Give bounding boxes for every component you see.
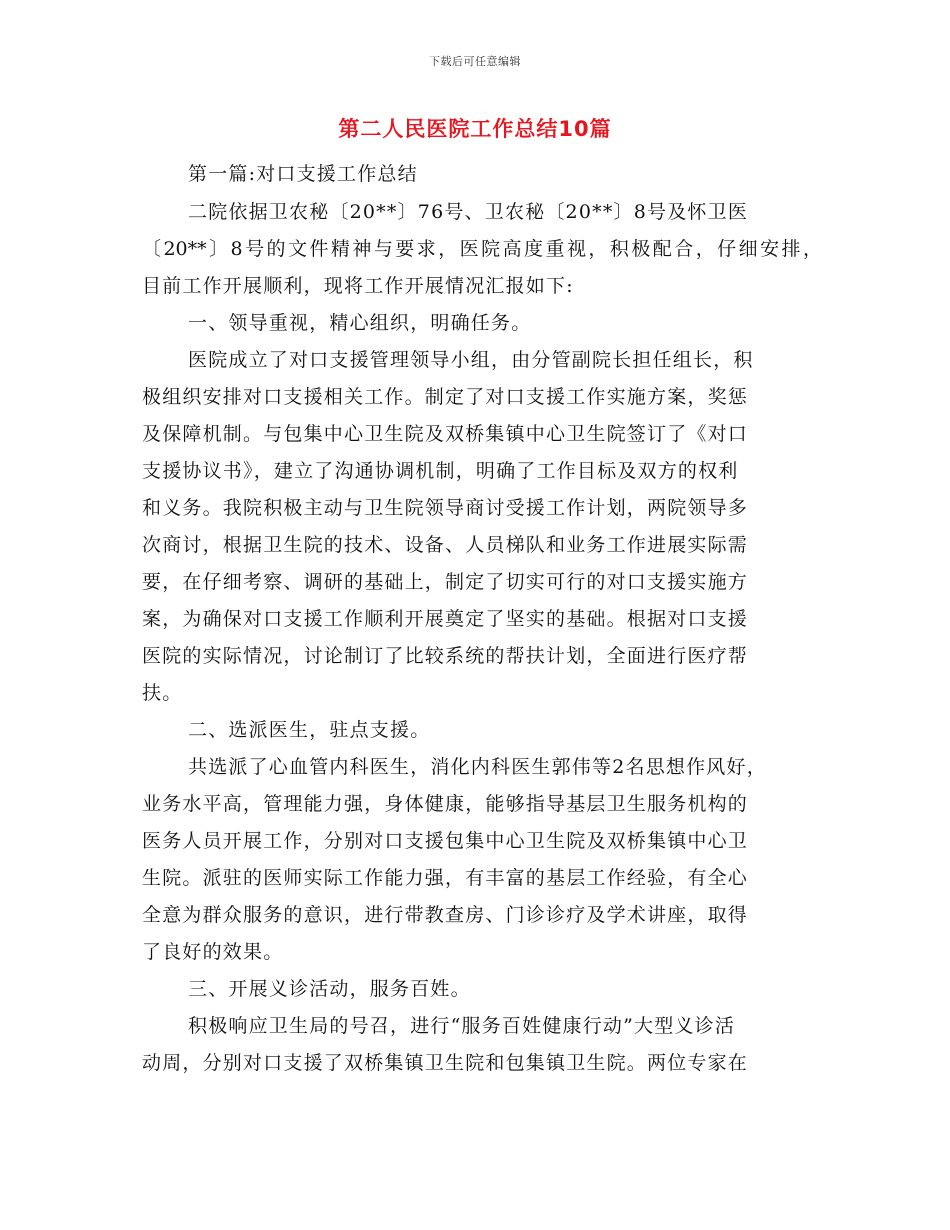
section-heading: 第一篇:对口支援工作总结	[188, 163, 418, 185]
section-heading: 三、开展义诊活动，服务百姓。	[188, 978, 471, 1000]
paragraph-line: 医务人员开展工作，分别对口支援包集中心卫生院及双桥集镇中心卫	[142, 830, 749, 852]
paragraph-line: 了良好的效果。	[142, 941, 284, 963]
paragraph-line: 医院的实际情况，讨论制订了比较系统的帮扶计划，全面进行医疗帮	[142, 645, 749, 667]
paragraph-line: 支援协议书》，建立了沟通协调机制，明确了工作目标及双方的权利	[142, 460, 739, 482]
paragraph-line: 业务水平高，管理能力强，身体健康，能够指导基层卫生服务机构的	[142, 793, 749, 815]
header-note: 下载后可任意编辑	[429, 55, 521, 68]
paragraph-line: 极组织安排对口支援相关工作。制定了对口支援工作实施方案，奖惩	[142, 386, 749, 408]
paragraph-line: 扶。	[142, 682, 183, 704]
paragraph-line: 次商讨，根据卫生院的技术、设备、人员梯队和业务工作进展实际需	[142, 534, 749, 556]
paragraph-line: 二院依据卫农秘〔20**〕76号、卫农秘〔20**〕8号及怀卫医	[188, 201, 749, 223]
paragraph-line: 案，为确保对口支援工作顺利开展奠定了坚实的基础。根据对口支援	[142, 608, 749, 630]
paragraph-line: 要，在仔细考察、调研的基础上，制定了切实可行的对口支援实施方	[142, 571, 749, 593]
paragraph-line: 动周，分别对口支援了双桥集镇卫生院和包集镇卫生院。两位专家在	[142, 1052, 749, 1074]
paragraph-line: 〔20**〕8号的文件精神与要求，医院高度重视，积极配合，仔细安排，	[142, 238, 822, 260]
paragraph-line: 及保障机制。与包集中心卫生院及双桥集镇中心卫生院签订了《对口	[142, 423, 749, 445]
paragraph-line: 医院成立了对口支援管理领导小组，由分管副院长担任组长，积	[188, 349, 754, 371]
paragraph-line: 共选派了心血管内科医生，消化内科医生郭伟等2名思想作风好，	[188, 756, 767, 778]
section-heading: 二、选派医生，驻点支援。	[188, 719, 431, 741]
section-heading: 一、领导重视，精心组织，明确任务。	[188, 312, 532, 334]
paragraph-line: 积极响应卫生局的号召，进行“服务百姓健康行动”大型义诊活	[188, 1015, 736, 1037]
paragraph-line: 目前工作开展顺利，现将工作开展情况汇报如下:	[142, 275, 574, 297]
paragraph-line: 全意为群众服务的意识，进行带教查房、门诊诊疗及学术讲座，取得	[142, 904, 749, 926]
document-title: 第二人民医院工作总结10篇	[338, 117, 612, 141]
paragraph-line: 和义务。我院积极主动与卫生院领导商讨受援工作计划，两院领导多	[142, 497, 749, 519]
paragraph-line: 生院。派驻的医师实际工作能力强，有丰富的基层工作经验，有全心	[142, 867, 749, 889]
